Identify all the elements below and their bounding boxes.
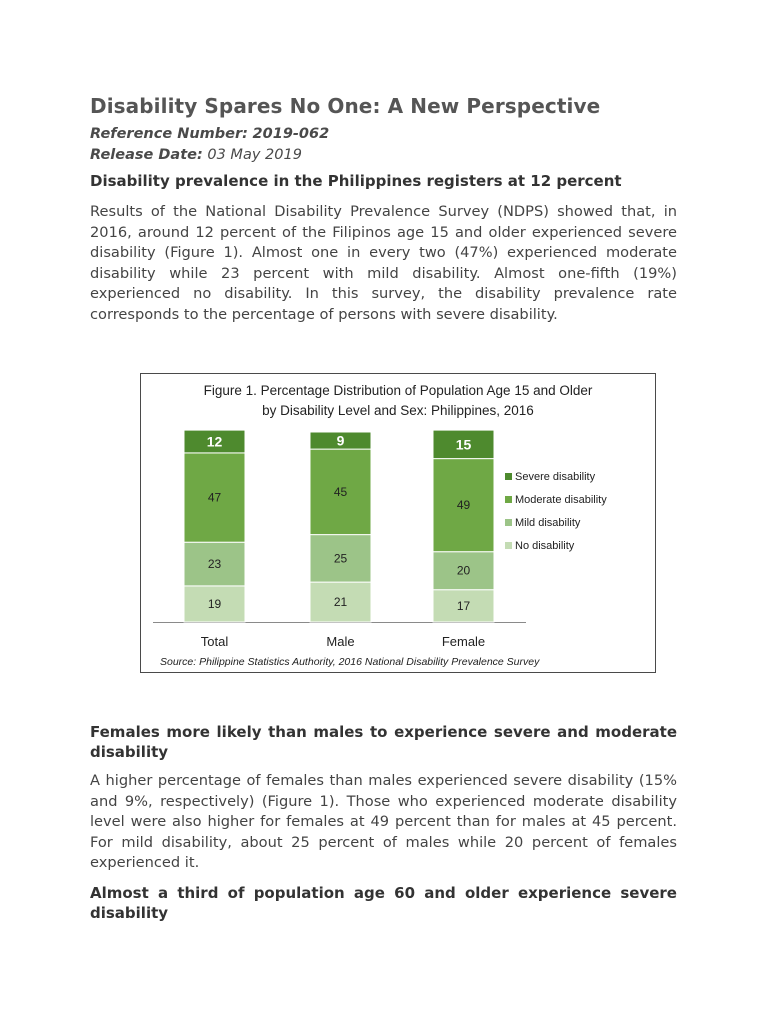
category-label-total: Total (200, 634, 229, 649)
data-label: 47 (207, 490, 222, 505)
legend-swatch-no-disability (505, 542, 512, 549)
release-label: Release Date: (90, 147, 203, 163)
chart-title-line-1: Figure 1. Percentage Distribution of Population Age 15 and Older (203, 383, 593, 398)
legend-swatch-moderate-disability (505, 496, 512, 503)
category-label-female: Female (441, 634, 486, 649)
heading-older-population: Almost a third of population age 60 and older experience severe disability (90, 883, 677, 922)
chart-source: Source: Philippine Statistics Authority, 2016 National Disability Prevalence Survey (160, 656, 540, 668)
reference-label: Reference Number: (90, 126, 248, 142)
heading-females: Females more likely than males to experience severe and moderate disability (90, 723, 677, 761)
document-meta (90, 124, 677, 166)
legend-label-no-disability: No disability (515, 540, 575, 552)
data-label: 49 (456, 498, 471, 513)
heading-prevalence: Disability prevalence in the Philippines registers at 12 percent (90, 172, 622, 190)
paragraph-females: A higher percentage of females than males experienced severe disability (15% and 9%, respectively) (Figure 1). Those who experienced moderate disability level were also higher for females at 49 percent than for males at 45 percent. For mild disability, about 25 percent of males while 20 percent of females experienced it. (90, 772, 677, 872)
paragraph-prevalence: Results of the National Disability Prevalence Survey (NDPS) showed that, in 2016, around 12 percent of the Filipinos age 15 and older experienced severe disability (Figure 1). Almost one in every two (47%) experienced moderate disability while 23 percent with mild disability. Almost one-fifth (19%) experienced no disability. In this survey, the disability prevalence rate corresponds to the percentage of persons with severe disability. (90, 203, 677, 323)
legend-label-moderate-disability: Moderate disability (515, 494, 607, 506)
data-label: 23 (207, 557, 222, 572)
data-label: 12 (206, 433, 223, 450)
legend-label-mild-disability: Mild disability (515, 517, 581, 529)
data-label: 21 (333, 595, 348, 610)
legend-swatch-mild-disability (505, 519, 512, 526)
data-label: 15 (455, 436, 472, 453)
data-label: 20 (456, 563, 471, 578)
section-sex-differences (90, 722, 677, 923)
release-date (90, 145, 677, 166)
reference-number (90, 124, 677, 145)
reference-value: 2019-062 (252, 126, 330, 142)
legend-swatch-severe-disability (505, 473, 512, 480)
release-value: 03 May 2019 (207, 147, 302, 163)
chart-title-line-2: by Disability Level and Sex: Philippines, 2016 (262, 403, 534, 418)
data-label: 9 (336, 432, 345, 449)
data-label: 19 (207, 596, 222, 611)
document-body (90, 92, 677, 326)
data-label: 17 (456, 598, 471, 613)
data-label: 25 (333, 551, 348, 566)
data-label: 45 (333, 484, 348, 499)
stacked-bar-chart (141, 374, 655, 672)
legend-label-severe-disability: Severe disability (515, 471, 596, 483)
figure-1 (140, 373, 656, 673)
page-title: Disability Spares No One: A New Perspective (90, 94, 601, 118)
category-label-male: Male (326, 634, 355, 649)
